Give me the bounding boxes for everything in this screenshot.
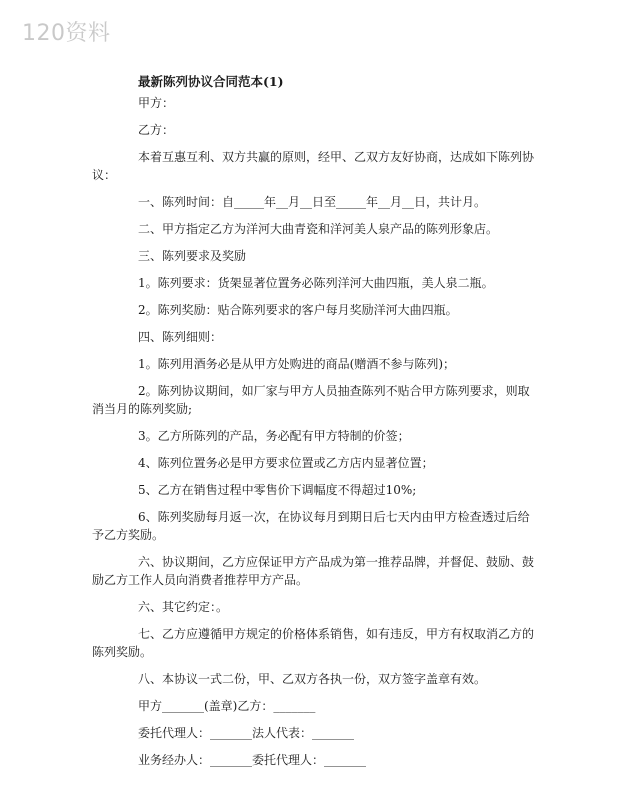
detail-item-4: 4、陈列位置务必是甲方要求位置或乙方店内显著位置； (138, 456, 434, 470)
signature-line-parties: 甲方_______(盖章)乙方：_______ (138, 699, 316, 713)
detail-item-3: 3。乙方所陈列的产品，务必配有甲方特制的价签； (138, 429, 410, 443)
detail-item-6: 6、陈列奖励每月返一次，在协议每月到期日后七天内由甲方检查透过后给予乙方奖励。 (92, 510, 530, 542)
detail-item-5: 5、乙方在销售过程中零售价下调幅度不得超过10%; (138, 483, 417, 497)
clause-designated-store: 二、甲方指定乙方为洋河大曲青瓷和洋河美人泉产品的陈列形象店。 (138, 222, 499, 236)
requirement-item-2: 2。陈列奖励：贴合陈列要求的客户每月奖励洋河大曲四瓶。 (138, 303, 458, 317)
party-b-line: 乙方： (138, 123, 175, 137)
detail-item-2: 2。陈列协议期间，如厂家与甲方人员抽查陈列不贴合甲方陈列要求，则取消当月的陈列奖励; (92, 384, 530, 416)
watermark: 120资料 (22, 21, 111, 46)
party-a-line: 甲方： (138, 96, 175, 110)
clause-copies: 八、本协议一式二份，甲、乙双方各执一份，双方签字盖章有效。 (138, 672, 487, 686)
signature-line-agents: 业务经办人：_______委托代理人：_______ (138, 753, 367, 767)
section-requirements-heading: 三、陈列要求及奖励 (138, 249, 247, 263)
signature-line-representatives: 委托代理人：_______法人代表：_______ (138, 726, 355, 740)
clause-promotion: 六、协议期间，乙方应保证甲方产品成为第一推荐品牌，并督促、鼓励、鼓励乙方工作人员向消费者推荐甲方产品。 (92, 555, 535, 587)
intro-paragraph: 本着互惠互利、双方共赢的原则，经甲、乙双方友好协商，达成如下陈列协议： (92, 150, 535, 182)
document-body (92, 70, 534, 778)
detail-item-1: 1。陈列用酒务必是从甲方处购进的商品(赠酒不参与陈列)； (138, 357, 456, 371)
requirement-item-1: 1。陈列要求：货架显著位置务必陈列洋河大曲四瓶，美人泉二瓶。 (138, 276, 494, 290)
document-title: 最新陈列协议合同范本(1) (138, 74, 284, 89)
clause-display-period: 一、陈列时间：自_____年__月__日至_____年__月__日，共计月。 (138, 195, 487, 209)
section-details-heading: 四、陈列细则： (138, 330, 223, 344)
clause-pricing: 七、乙方应遵循甲方规定的价格体系销售，如有违反，甲方有权取消乙方的陈列奖励。 (92, 627, 535, 659)
clause-other-terms: 六、其它约定：。 (138, 600, 229, 614)
